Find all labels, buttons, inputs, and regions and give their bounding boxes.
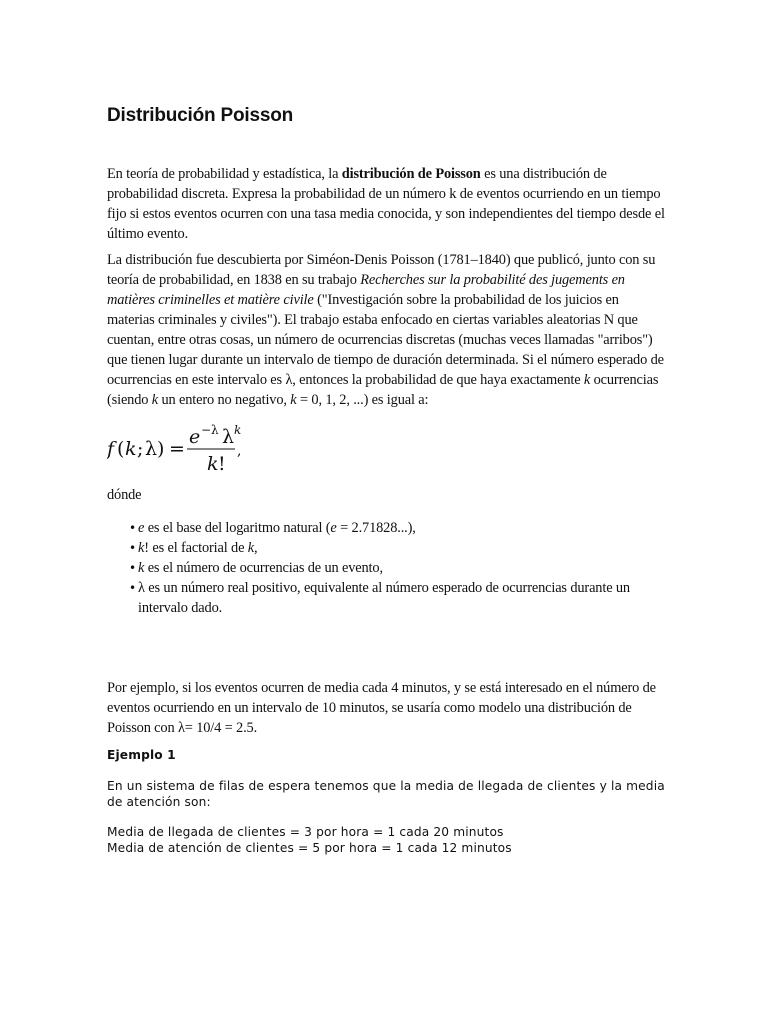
- formula-factorial: !: [218, 453, 226, 475]
- formula-k: k: [125, 438, 137, 460]
- intro-text-1: En teoría de probabilidad y estadística, la: [107, 166, 342, 182]
- bullet-icon: •: [129, 541, 136, 555]
- bullet-var: e: [330, 520, 337, 536]
- intro-bold-term: distribución de Poisson: [341, 166, 481, 182]
- bullet-icon: •: [129, 521, 136, 535]
- arrival-rate-line: Media de llegada de clientes = 3 por hora = 1 cada 20 minutos: [107, 825, 504, 839]
- history-text-1: La distribución fue descubierta por Siméon-Denis Poisson (1781–1840) que publicó, junto con su teoría de probabilidad, en 1838 en su trabajo: [107, 252, 656, 288]
- bullet-var: k: [138, 560, 145, 576]
- bullet-var: e: [138, 520, 145, 536]
- formula-exponent: −λ: [201, 423, 219, 437]
- list-item: [107, 518, 638, 538]
- history-k-3: k: [290, 392, 297, 408]
- poisson-formula: [107, 418, 307, 478]
- bullet-var: k: [247, 540, 255, 556]
- history-book-title: Recherches sur la probabilité des jugements en matières criminelles et matière civile: [107, 272, 625, 308]
- formula-comma: ,: [237, 443, 242, 459]
- history-text-3: ocurrencias (siendo: [107, 372, 659, 408]
- bullet-text: ,: [254, 540, 258, 556]
- intro-paragraph: [107, 164, 667, 244]
- history-paragraph: [107, 250, 667, 410]
- bullet-text: es el número de ocurrencias de un evento,: [144, 560, 383, 576]
- formula-close-paren: ): [157, 438, 165, 460]
- history-k-1: k: [583, 372, 591, 388]
- formula-e: e: [189, 426, 201, 448]
- definitions-list: [107, 518, 667, 618]
- formula-lambda-num: λ: [222, 426, 235, 448]
- history-text-2: ("Investigación sobre la probabilidad de los juicios en materias criminales y civiles"). El trabajo estaba enfocado en ciertas variables aleatorias N que cuentan, entre otras cosas, un número de ocurrencias discretas (muchas veces llamadas "arribos") que tienen lugar durante un intervalo de tiempo de duración determinada. Si el número esperado de ocurrencias en este intervalo es λ, entonces la probabilidad de que haya exactamente: [107, 292, 664, 388]
- formula-equals: =: [169, 438, 185, 460]
- bullet-text: ! es el factorial de: [144, 540, 248, 556]
- formula-lambda: λ: [145, 438, 158, 460]
- list-item: [107, 538, 638, 558]
- bullet-icon: •: [129, 561, 136, 575]
- list-item: [107, 578, 638, 618]
- formula-den-k: k: [207, 453, 219, 475]
- formula-f: f: [107, 438, 115, 460]
- service-rate-line: Media de atención de clientes = 5 por hora = 1 cada 12 minutos: [107, 841, 512, 855]
- bullet-icon: •: [129, 581, 136, 595]
- bullet-var: k: [138, 540, 145, 556]
- formula-semicolon: ;: [137, 438, 144, 460]
- example-heading: Ejemplo 1: [107, 748, 176, 762]
- bullet-text: es el base del logaritmo natural (: [144, 520, 331, 536]
- example-text: En un sistema de filas de espera tenemos que la media de llegada de clientes y la media de atención son:: [107, 779, 665, 809]
- formula-k-exponent: k: [234, 423, 242, 437]
- list-item: [107, 558, 638, 578]
- bullet-text: = 2.71828...),: [336, 520, 416, 536]
- example-paragraph: Por ejemplo, si los eventos ocurren de media cada 4 minutos, y se está interesado en el número de eventos ocurriendo en un intervalo de 10 minutos, se usaría como modelo una distribución de Poisson con λ= 10/4 = 2.5.: [107, 680, 656, 736]
- history-text-5: = 0, 1, 2, ...) es igual a:: [296, 392, 429, 408]
- intro-text-2: es una distribución de probabilidad discreta. Expresa la probabilidad de un número k de eventos ocurriendo en un tiempo fijo si estos eventos ocurren con una tasa media conocida, y son independientes del tiempo desde el último evento.: [107, 166, 665, 242]
- donde-label: dónde: [107, 487, 142, 503]
- history-text-4: un entero no negativo,: [158, 392, 291, 408]
- formula-open-paren: (: [117, 438, 125, 460]
- page-title: Distribución Poisson: [107, 105, 294, 126]
- bullet-text: λ es un número real positivo, equivalente al número esperado de ocurrencias durante un intervalo dado.: [138, 580, 630, 616]
- history-k-2: k: [151, 392, 159, 408]
